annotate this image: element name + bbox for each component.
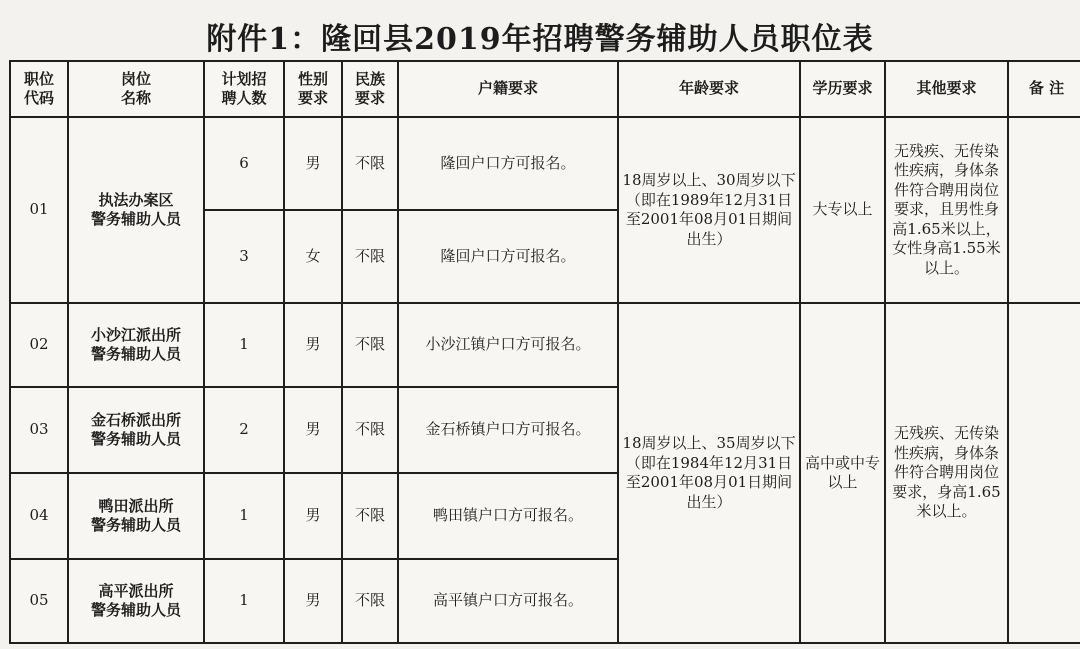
cell-age: 18周岁以上、35周岁以下（即在1984年12月31日至2001年08月01日期间出生） [618,303,800,643]
header-gender: 性别 要求 [284,61,342,117]
header-household: 户籍要求 [398,61,618,117]
cell-name: 执法办案区 警务辅助人员 [68,117,204,303]
cell-count: 1 [204,473,284,559]
cell-name: 高平派出所 警务辅助人员 [68,559,204,643]
cell-household: 小沙江镇户口方可报名。 [398,303,618,387]
cell-remarks [1008,303,1080,643]
cell-ethnicity: 不限 [342,303,398,387]
cell-education: 大专以上 [800,117,885,303]
cell-other: 无残疾、无传染性疾病，身体条件符合聘用岗位要求，且男性身高1.65米以上，女性身高1.55米以上。 [885,117,1008,303]
cell-code: 05 [10,559,68,643]
header-count: 计划招 聘人数 [204,61,284,117]
cell-code: 04 [10,473,68,559]
cell-count: 3 [204,210,284,303]
header-ethnicity: 民族 要求 [342,61,398,117]
cell-ethnicity: 不限 [342,473,398,559]
cell-code: 03 [10,387,68,473]
cell-gender: 男 [284,117,342,210]
header-age: 年龄要求 [618,61,800,117]
position-table [9,60,1080,644]
cell-count: 1 [204,303,284,387]
table-row [10,303,1080,387]
cell-gender: 男 [284,559,342,643]
table-row [10,117,1080,210]
document-title: 附件1：隆回县2019年招聘警务辅助人员职位表 [206,22,874,57]
header-remarks: 备 注 [1008,61,1080,117]
cell-name: 小沙江派出所 警务辅助人员 [68,303,204,387]
cell-count: 1 [204,559,284,643]
cell-gender: 男 [284,303,342,387]
cell-age: 18周岁以上、30周岁以下（即在1989年12月31日至2001年08月01日期间出生） [618,117,800,303]
cell-ethnicity: 不限 [342,387,398,473]
cell-gender: 男 [284,387,342,473]
cell-other: 无残疾、无传染性疾病，身体条件符合聘用岗位要求，身高1.65米以上。 [885,303,1008,643]
header-code: 职位 代码 [10,61,68,117]
cell-count: 2 [204,387,284,473]
cell-household: 高平镇户口方可报名。 [398,559,618,643]
cell-code: 02 [10,303,68,387]
cell-household: 隆回户口方可报名。 [398,210,618,303]
cell-household: 隆回户口方可报名。 [398,117,618,210]
cell-code: 01 [10,117,68,303]
cell-ethnicity: 不限 [342,210,398,303]
header-row [10,61,1080,117]
cell-name: 金石桥派出所 警务辅助人员 [68,387,204,473]
cell-household: 金石桥镇户口方可报名。 [398,387,618,473]
cell-household: 鸭田镇户口方可报名。 [398,473,618,559]
cell-gender: 女 [284,210,342,303]
cell-name: 鸭田派出所 警务辅助人员 [68,473,204,559]
header-education: 学历要求 [800,61,885,117]
cell-ethnicity: 不限 [342,559,398,643]
cell-education: 高中或中专以上 [800,303,885,643]
cell-ethnicity: 不限 [342,117,398,210]
header-name: 岗位 名称 [68,61,204,117]
header-other: 其他要求 [885,61,1008,117]
cell-remarks [1008,117,1080,303]
cell-count: 6 [204,117,284,210]
cell-gender: 男 [284,473,342,559]
